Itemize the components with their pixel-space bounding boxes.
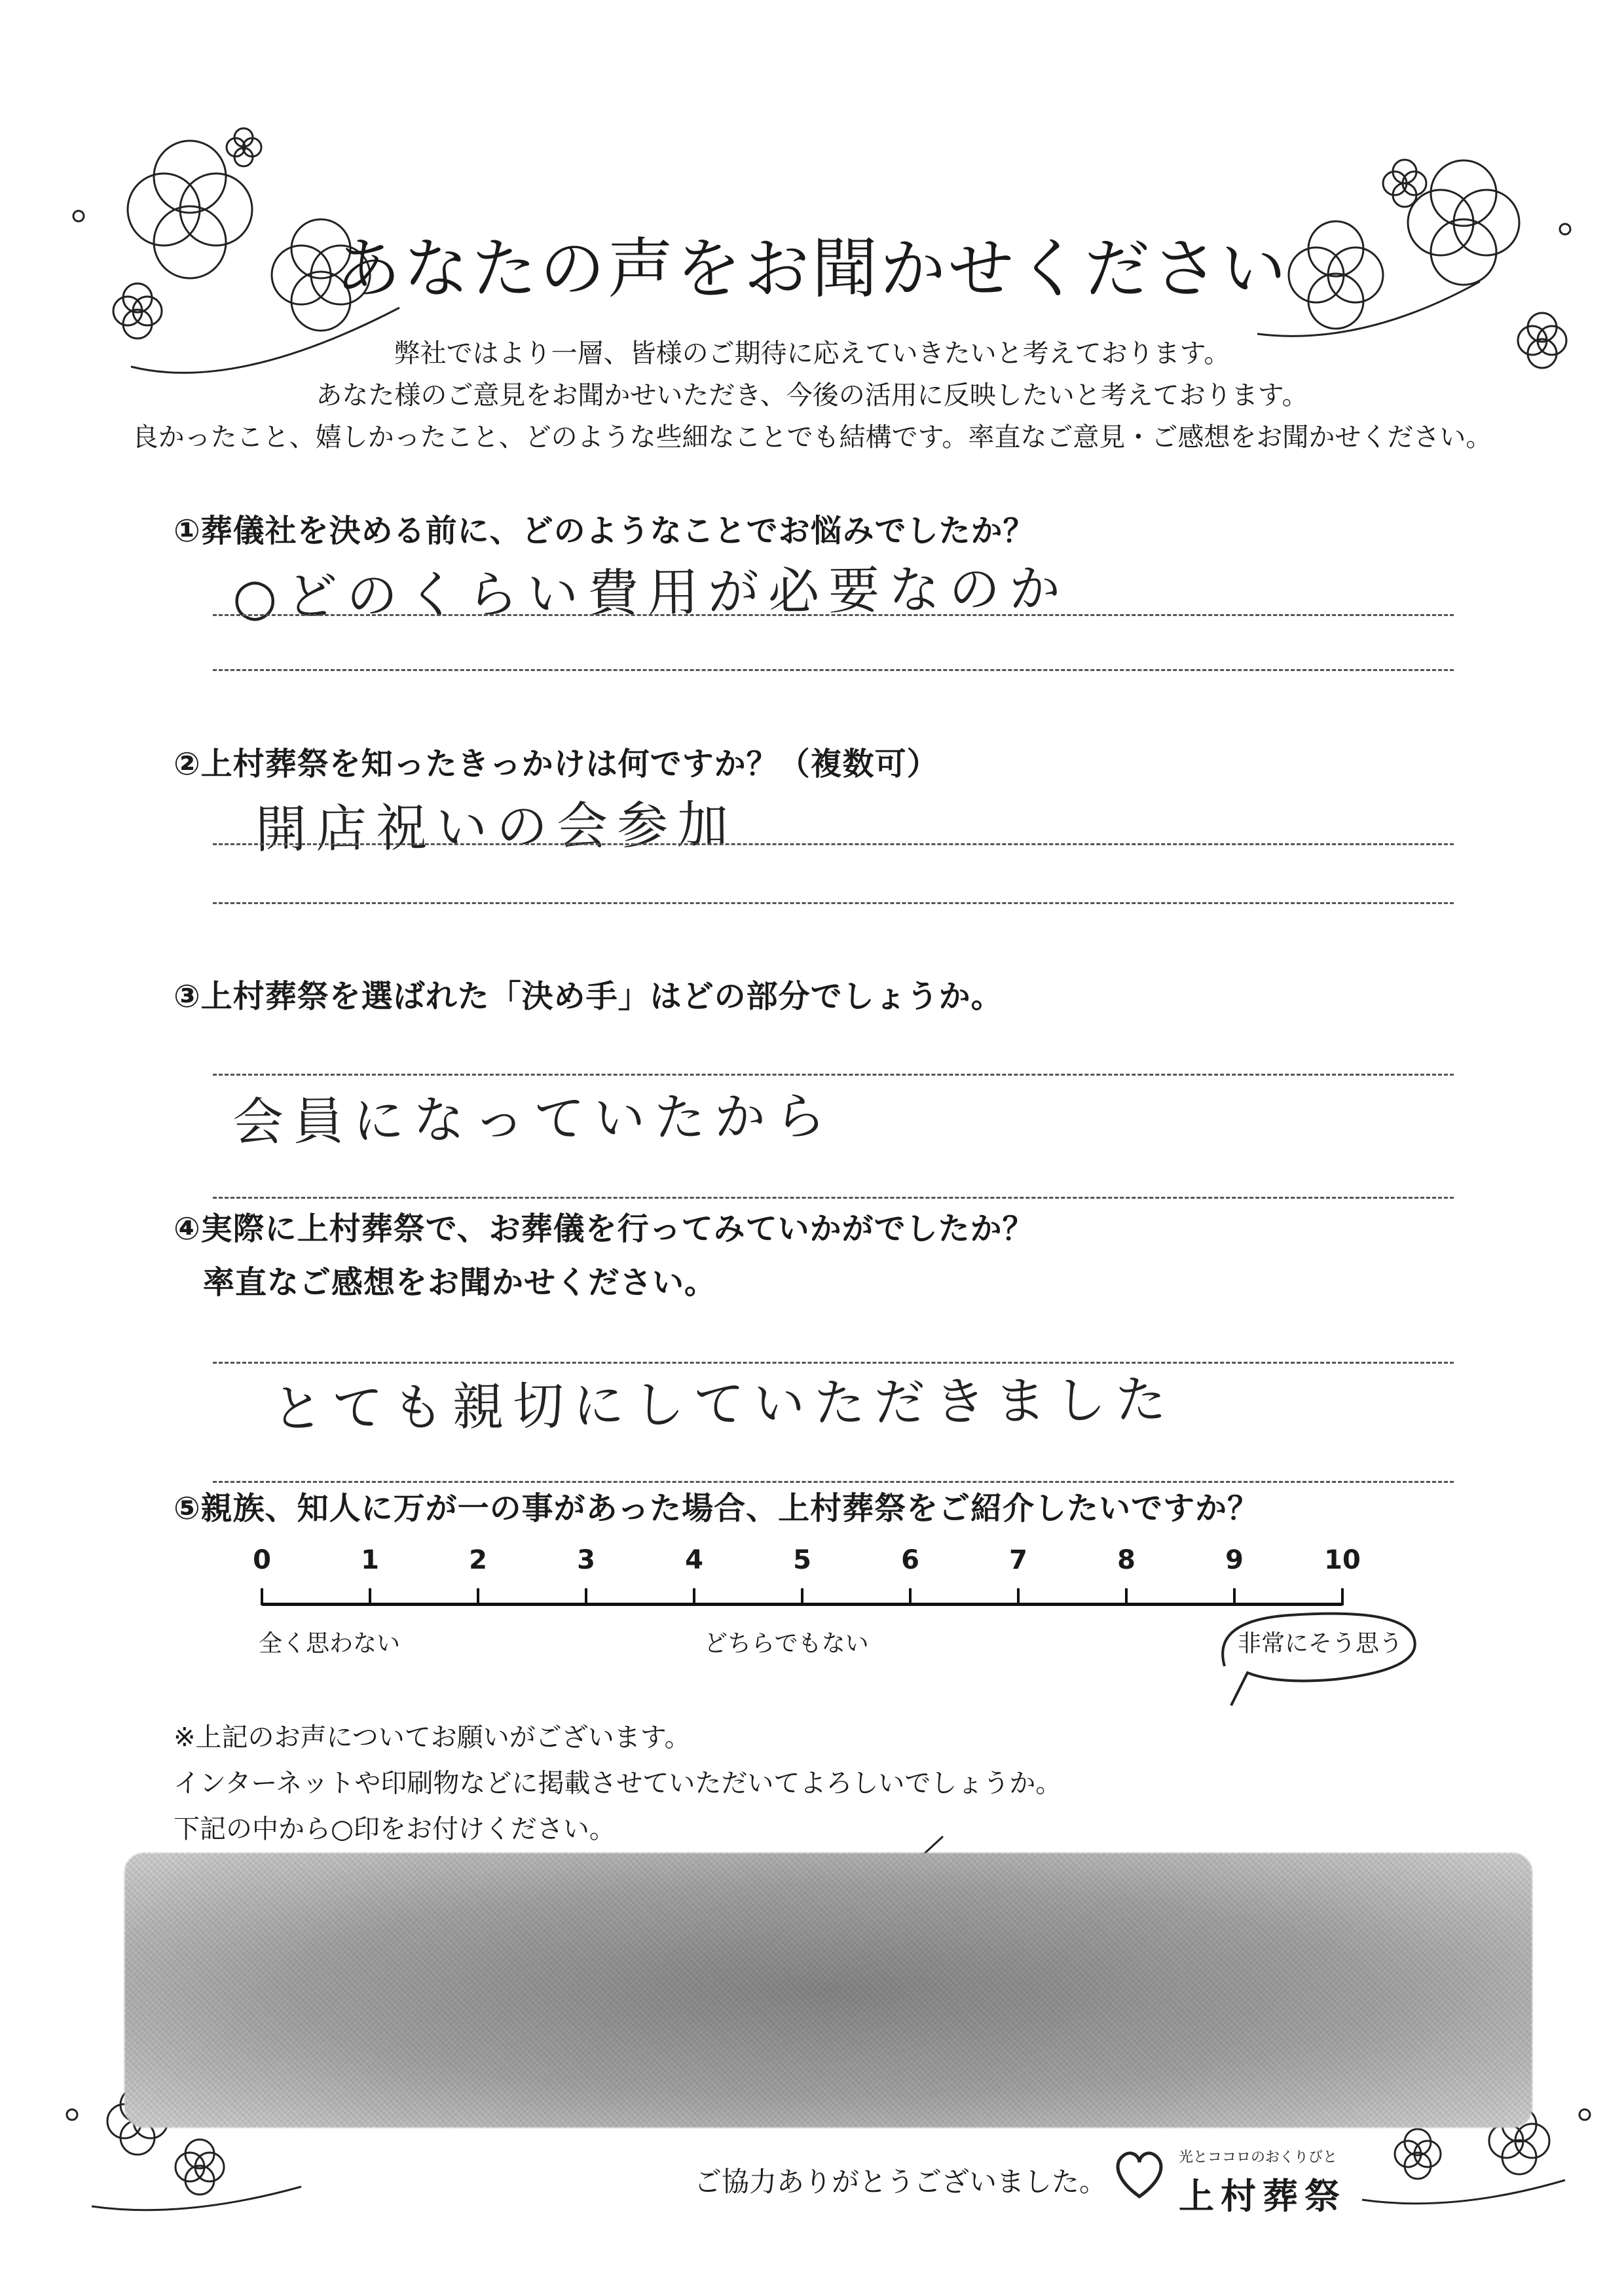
scale-label-low: 全く思わない [259,1630,401,1657]
answer-4: とても親切にしていただきました [271,1370,1176,1439]
scale-tick-label-6: 6 [901,1545,919,1575]
company-name: 上村葬祭 [1179,2176,1346,2217]
intro-line-2: あなた様のご意見をお聞かせいただき、今後の活用に反映したいと考えております。 [316,380,1308,410]
scale-tick-0 [261,1588,263,1605]
question-5: ⑤親族、知人に万が一の事があった場合、上村葬祭をご紹介したいですか？ [174,1490,1260,1527]
scale-tick-label-0: 0 [253,1545,271,1575]
scale-tick-6 [909,1588,912,1605]
scale-tick-label-4: 4 [685,1545,703,1575]
answer-1: ○どのくらい費用が必要なのか [232,559,1070,627]
question-4-subtext: 率直なご感想をお聞かせください。 [203,1264,717,1301]
scale-tick-8 [1125,1588,1128,1605]
scale-label-mid: どちらでもない [704,1630,869,1657]
answer-line [213,1197,1454,1199]
scale-tick-label-2: 2 [469,1545,487,1575]
redacted-area [124,1853,1532,2128]
scale-tick-9 [1233,1588,1236,1605]
question-3: ③上村葬祭を選ばれた「決め手」はどの部分でしょうか。 [174,978,1003,1015]
scale-tick-10 [1341,1588,1344,1605]
company-tagline: 光とココロのおくりびと [1179,2149,1338,2166]
notice-line-2: インターネットや印刷物などに掲載させていただいてよろしいでしょうか。 [174,1768,1062,1798]
scale-tick-1 [369,1588,371,1605]
thanks-message: ご協力ありがとうございました。 [694,2166,1107,2198]
scale-tick-label-9: 9 [1225,1545,1244,1575]
answer-line [213,669,1454,671]
scale-tick-label-10: 10 [1324,1545,1361,1575]
intro-line-3: 良かったこと、嬉しかったこと、どのような些細なことでも結構です。率直なご意見・ご感想をお聞かせください。 [132,422,1492,452]
scale-tick-label-7: 7 [1009,1545,1027,1575]
answer-line [213,902,1454,904]
answer-line [213,614,1454,616]
intro-line-1: 弊社ではより一層、皆様のご期待に応えていきたいと考えております。 [394,338,1230,369]
question-1: ①葬儀社を決める前に、どのようなことでお悩みでしたか？ [174,513,1035,549]
heart-logo-icon [1110,2144,1169,2203]
selection-circle-mark [1211,1607,1428,1719]
notice-line-1: ※上記のお声についてお願いがございます。 [174,1722,691,1753]
scale-tick-2 [477,1588,479,1605]
scale-tick-label-3: 3 [577,1545,595,1575]
scale-tick-label-1: 1 [361,1545,379,1575]
scale-tick-7 [1017,1588,1020,1605]
scale-tick-4 [693,1588,695,1605]
question-2: ②上村葬祭を知ったきっかけは何ですか？（複数可） [174,746,939,782]
scale-label-high: 非常にそう思う [1238,1630,1403,1657]
page-title: あなたの声をお聞かせください [335,230,1289,307]
notice-line-3: 下記の中から○印をお付けください。 [174,1814,616,1844]
scale-tick-5 [801,1588,803,1605]
scale-tick-label-5: 5 [793,1545,811,1575]
question-4: ④実際に上村葬祭で、お葬儀を行ってみていかがでしたか？ [174,1211,1035,1247]
scale-tick-3 [585,1588,587,1605]
answer-3: 会員になっていたから [232,1087,836,1152]
scale-tick-label-8: 8 [1117,1545,1135,1575]
answer-line [213,843,1454,845]
answer-2: 開店祝いの会参加 [255,795,738,860]
